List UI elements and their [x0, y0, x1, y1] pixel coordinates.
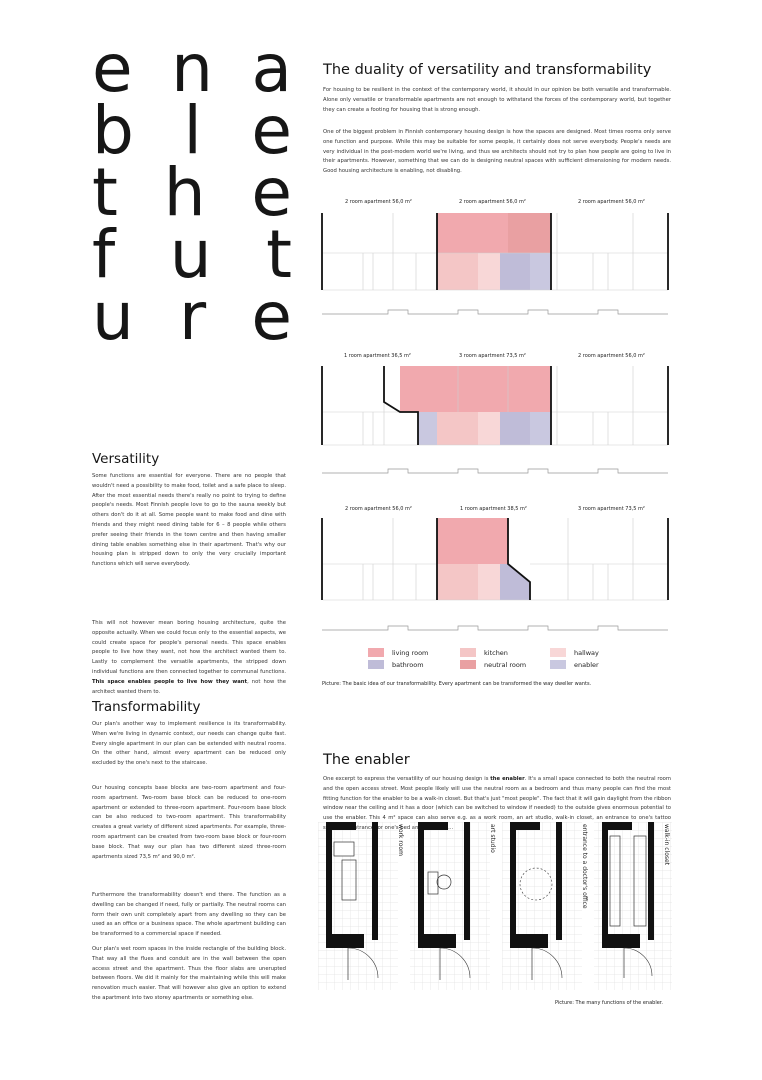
enabler-paragraph-tail: . It's a small space connected to both the neutral room and the open access street. Most people likely will use the neutral room as a bedroom and thus many people can find the most fitting function for the enabler to be a walk-in closet. But that's just "most people". The fact that it will gain daylight from the ribbon window near the ceiling and it has a door (which can be switched to window if needed) to the outside gives enormous potential to use the enabler. This 4 m² space can also serve e.g. as a work room, an art studio, walk-in closet, an entrance to one's tattoo bed — [323, 776, 671, 831]
legend-swatch-kitchen — [460, 648, 476, 657]
transformability-heading: Transformability — [92, 699, 201, 715]
duality-paragraph-1: For housing to be resilient in the context of the contemporary world, it should in our opinion be both versatile and transformable. Alone only versatile or transformable apartments are not enough to withstand the forces of the contemporary world, but together they can create a footing for housing that is strong enough. — [323, 87, 671, 113]
versatility-paragraph-2 — [92, 619, 286, 697]
big-letter: h — [163, 154, 206, 231]
neutral-room-fill — [508, 213, 551, 253]
legend-item — [460, 660, 526, 669]
plan-legend — [368, 648, 668, 672]
plan-label: 2 room apartment 56,0 m² — [345, 199, 412, 205]
big-letter: e — [251, 154, 292, 231]
big-title-line — [92, 92, 292, 169]
legend-label: hallway — [574, 648, 599, 657]
variant-label: art studio — [489, 824, 496, 853]
enabler-caption: Picture: The many functions of the enabler. — [555, 1000, 663, 1006]
plan-label: 1 room apartment 36,5 m² — [344, 353, 411, 359]
hallway-fill — [478, 253, 500, 290]
kitchen-fill — [437, 564, 478, 600]
big-letter: n — [171, 30, 213, 107]
big-letter: e — [92, 30, 133, 107]
legend-label: neutral room — [484, 660, 527, 669]
plan-label: 2 room apartment 56,0 m² — [345, 506, 412, 512]
big-letter: l — [183, 92, 202, 169]
transformability-paragraph-1: Our plan's another way to implement resilience is its transformability. When we're living in dynamic context, our needs can change quite fast. Every single apartment in our plan can be extended with neutral rooms. On the other hand, almost every apartment can be reduced only excluded by the one's next to the staircase. — [92, 721, 286, 767]
legend-label: living room — [392, 648, 429, 657]
hallway-fill — [478, 564, 500, 600]
plan-label: 2 room apartment 56,0 m² — [578, 353, 645, 359]
bathroom-fill — [500, 412, 530, 445]
legend-swatch-hallway — [550, 648, 566, 657]
legend-label: bathroom — [392, 660, 424, 669]
transformability-paragraph-3: Furthermore the transformability doesn't end there. The function as a dwelling can be changed if need, fully or partially. The neutral rooms can form their own unit completely apart from any dwelling so they can be used as an office or a business space. The whole apartment building can be transformed to a commercial space if needed. — [92, 892, 286, 938]
versatility-paragraph-1: Some functions are essential for everyone. There are no people that wouldn't need a possibility to make food, toilet and a safe place to sleep. After the most essential needs there's really no point to trying to define people's needs. Most Finnish people love to go to the sauna weekly but others don't do it at all. Some people want to make food and dine with friends and they might need dining table for 6 – 8 people while others prefer seeing their friends in the town centre and then having smaller dining table enables something else in their apartment. That's why our housing plan is stripped down to only the very crucially important functions which will serve everybody. — [92, 473, 286, 568]
kitchen-fill — [437, 253, 478, 290]
plan-label: 2 room apartment 56,0 m² — [459, 199, 526, 205]
enabler-heading: The enabler — [323, 752, 410, 768]
enabler-plan-doctors-office — [502, 822, 582, 990]
big-title — [92, 30, 292, 355]
big-letter: a — [251, 30, 292, 107]
plan-row-3 — [322, 518, 668, 630]
enabler-fill — [530, 412, 551, 445]
versatility-heading: Versatility — [92, 451, 160, 467]
enabler-paragraph-lead: One excerpt to express the versatility of our housing design is — [323, 776, 491, 782]
plan-row-1 — [322, 213, 668, 314]
variant-label: entrance to a doctor's office — [581, 824, 588, 909]
plan-label: 3 room apartment 73,5 m² — [578, 506, 645, 512]
legend-label: enabler — [574, 660, 599, 669]
variant-label: work room — [397, 824, 404, 856]
big-title-line — [92, 30, 292, 107]
big-letter: u — [169, 216, 212, 293]
big-title-line — [92, 278, 292, 355]
enabler-plan-art-studio — [410, 822, 490, 990]
big-letter: u — [92, 278, 134, 355]
big-letter: b — [92, 92, 134, 169]
plan-label: 2 room apartment 56,0 m² — [578, 199, 645, 205]
plan-caption: Picture: The basic idea of our transformability. Every apartment can be transformed the way dweller wants. — [322, 681, 592, 687]
duality-paragraph-2: One of the biggest problem in Finnish contemporary housing design is how the spaces are designed. Most times rooms only serve one function and purpose. While this may be suitable for some people, it certainly does not serve everybody. People's needs are very individual in the post-modern world we're living, and thus we architects should not try to plan how people are going to live in their apartments. However, something that we can do is designing neutral spaces with sufficient dimensioning for modern needs. Good housing architecture is enabling, not disabling. — [323, 129, 671, 175]
legend-label: kitchen — [484, 648, 508, 657]
enabler-paragraph-bold: the enabler — [490, 776, 525, 782]
legend-item — [550, 660, 599, 669]
big-title-line — [92, 216, 292, 293]
legend-item — [368, 648, 428, 657]
enabler-fill — [418, 412, 437, 445]
big-letter: t — [92, 154, 118, 231]
enabler-plan-walk-in-closet — [594, 822, 672, 990]
legend-item — [460, 648, 508, 657]
big-letter: t — [266, 216, 292, 293]
big-letter: r — [179, 278, 207, 355]
legend-swatch-bathroom — [368, 660, 384, 669]
big-letter: e — [251, 278, 292, 355]
big-letter: e — [251, 92, 292, 169]
bathroom-fill — [500, 253, 530, 290]
living-room-fill — [437, 518, 508, 564]
legend-swatch-neutral-room — [460, 660, 476, 669]
legend-item — [368, 660, 424, 669]
enabler-variants — [318, 822, 672, 992]
plan-label: 1 room apartment 38,5 m² — [460, 506, 527, 512]
versatility-paragraph-2-bold: This space enables people to live how they want — [92, 678, 248, 685]
enabler-plan-work-room — [318, 822, 398, 990]
versatility-paragraph-2-text: This will not however mean boring housing architecture, quite the opposite actually. When we could focus only to the essential aspects, we could create space for people's personal needs. This space enables people to live how they want, not how the architect wanted them to. Lastly to complement the versatile apartments, the stripped down individual functions are then connected together to communal functions. — [92, 620, 286, 675]
enabler-fill — [530, 253, 551, 290]
variant-label: walk-in closet — [663, 824, 670, 866]
transformability-paragraph-4: Our plan's wet room spaces in the inside rectangle of the building block. That way all the flues and conduit are in the wall between the open access street and the apartment. Thus the floor slabs are unerupted between floors. We did it mainly for the maintaining while this will make renovation much easier. That will however also give an option to extend the apartment into two storey apartments or something else. — [92, 946, 286, 1001]
duality-heading: The duality of versatility and transformability — [323, 62, 652, 78]
big-title-line — [92, 154, 292, 231]
versatility-paragraph-2-tail: , not how the architect wanted them to. — [92, 678, 286, 695]
living-room-fill — [400, 366, 551, 412]
legend-item — [550, 648, 599, 657]
legend-swatch-enabler — [550, 660, 566, 669]
plan-label: 3 room apartment 73,5 m² — [459, 353, 526, 359]
plan-row-2 — [322, 366, 668, 473]
big-letter: f — [92, 216, 116, 293]
transformability-paragraph-2: Our housing concepts base blocks are two-room apartment and four-room apartment. Two-room base block can be reduced to one-room apartment or extended to three-room apartment. Four-room base block can be also reduced to two-room apartment. This transformability creates a great variety of different sized apartments. For example, three-room apartment can be created from two-room base block or four-room base block. That way our plan has two different sized three-room apartments sized 73,5 m² and 90,0 m². — [92, 785, 286, 860]
transformability-diagram — [318, 198, 674, 638]
legend-swatch-living-room — [368, 648, 384, 657]
floor-plans-svg — [318, 198, 674, 638]
hallway-fill — [478, 412, 500, 445]
